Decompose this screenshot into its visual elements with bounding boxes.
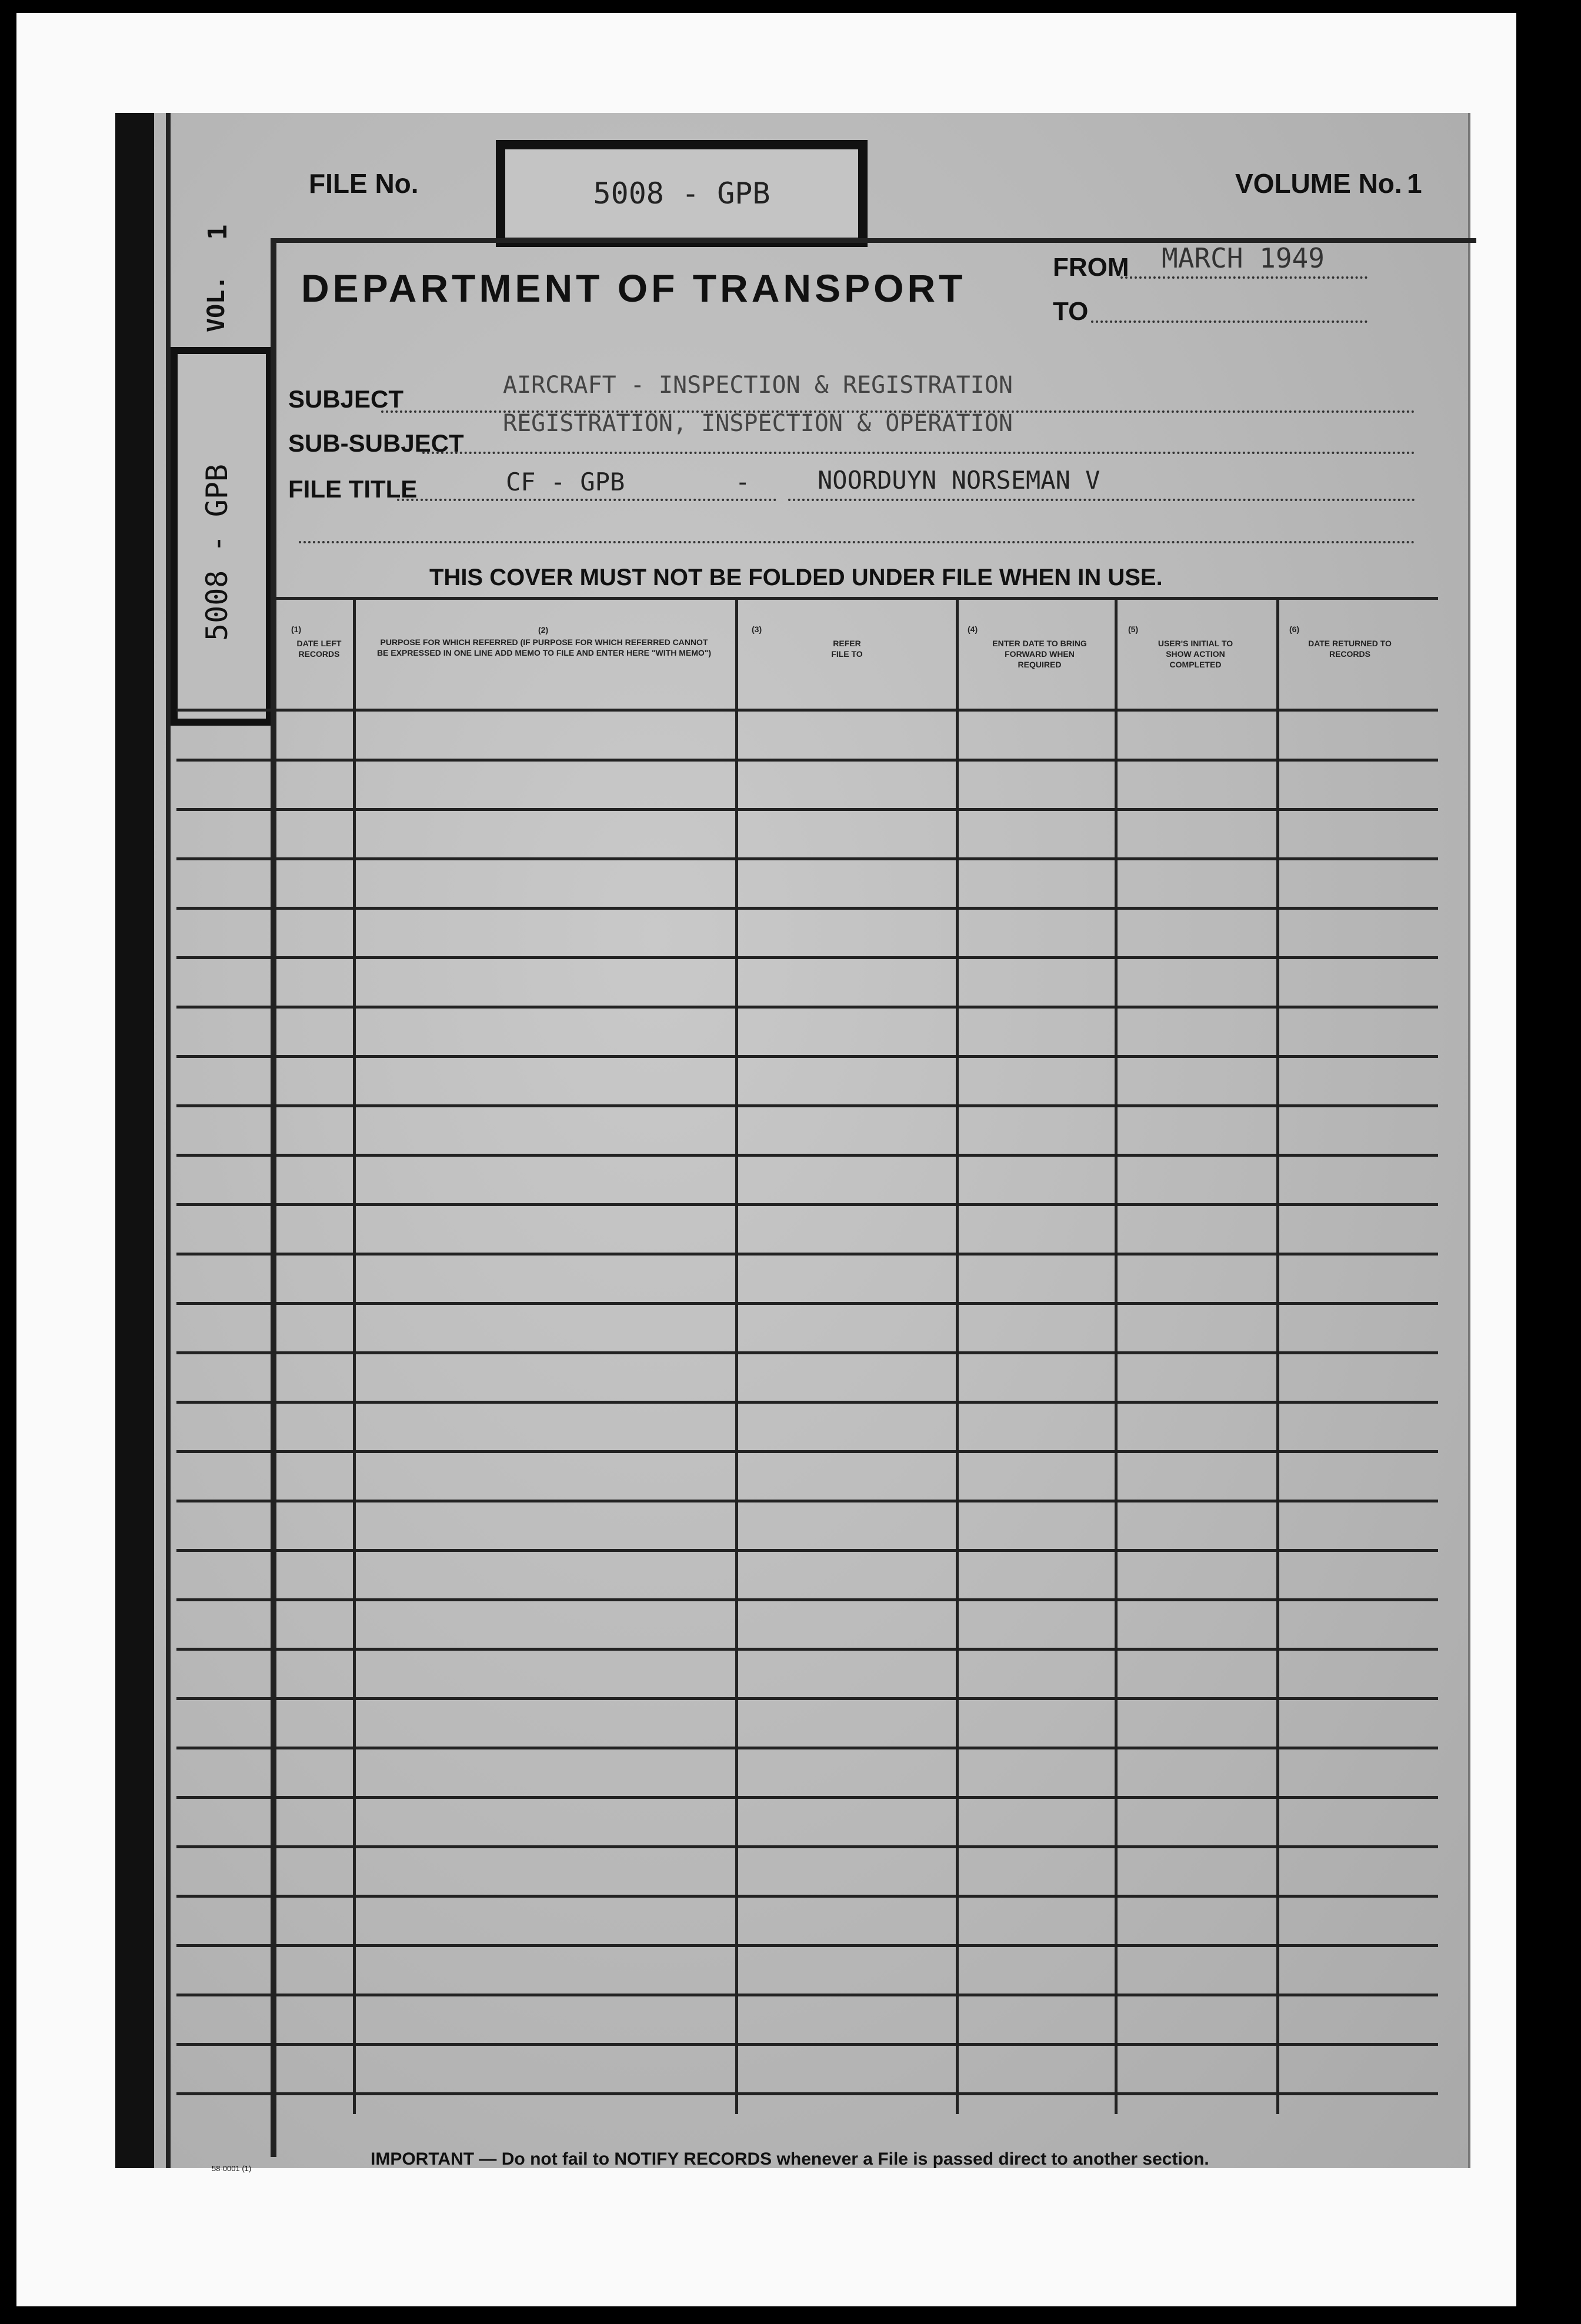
table-row-rule <box>176 1845 1438 1848</box>
important-note: IMPORTANT — Do not fail to NOTIFY RECORDS whenever a File is passed direct to another section. <box>371 2149 1209 2169</box>
col-2-header: PURPOSE FOR WHICH REFERRED (IF PURPOSE FOR WHICH REFERRED CANNOT BE EXPRESSED IN ONE LINE ADD MEMO TO FILE AND ENTER HERE "WITH MEMO") <box>376 637 712 657</box>
table-row-rule <box>176 2092 1438 2095</box>
to-line <box>1091 320 1367 323</box>
file-title-dash: - <box>735 468 751 496</box>
table-row-rule <box>176 1302 1438 1305</box>
col-6-number: (6) <box>1289 625 1300 634</box>
table-row-rule <box>176 759 1438 762</box>
subsubject-label: SUB-SUBJECT <box>288 429 464 457</box>
table-row-rule <box>176 1500 1438 1502</box>
volume-no-label: VOLUME No. <box>1235 168 1402 199</box>
col-1-number: (1) <box>291 625 302 634</box>
file-title-line-left <box>397 499 776 501</box>
file-title-registration: CF - GPB <box>506 468 625 496</box>
col-4-number: (4) <box>968 625 978 634</box>
table-row-rule <box>176 1648 1438 1651</box>
col-1-header: DATE LEFT RECORDS <box>296 639 342 659</box>
from-label: FROM <box>1053 253 1129 282</box>
table-row-rule <box>176 907 1438 910</box>
fold-warning: THIS COVER MUST NOT BE FOLDED UNDER FILE WHEN IN USE. <box>429 565 1163 590</box>
col-3-header: REFER FILE TO <box>831 639 863 659</box>
subsubject-line <box>422 452 1415 454</box>
table-column-rule-1 <box>353 597 356 2114</box>
from-value: MARCH 1949 <box>1162 242 1325 274</box>
file-title-label: FILE TITLE <box>288 475 418 503</box>
table-row-rule <box>176 2043 1438 2046</box>
table-row-rule <box>176 1796 1438 1799</box>
table-row-rule <box>176 1055 1438 1058</box>
volume-no-value: 1 <box>1407 168 1422 199</box>
spine-file-number: 5008 - GPB <box>200 463 234 641</box>
spine-line <box>166 113 171 2168</box>
table-row-rule <box>176 1154 1438 1157</box>
table-row-rule <box>176 1598 1438 1601</box>
table-column-rule-3 <box>956 597 959 2114</box>
table-column-rule-4 <box>1115 597 1118 2114</box>
table-row-rule <box>176 1944 1438 1947</box>
file-no-value: 5008 - GPB <box>593 176 771 211</box>
file-no-label: FILE No. <box>309 168 419 199</box>
table-row-rule <box>176 1994 1438 1996</box>
col-6-header: DATE RETURNED TO RECORDS <box>1308 639 1392 659</box>
table-row-rule <box>176 1450 1438 1453</box>
table-row-rule <box>176 1104 1438 1107</box>
from-line <box>1120 276 1367 279</box>
table-row-rule <box>176 1401 1438 1404</box>
table-row-rule <box>176 1697 1438 1700</box>
table-header-top-rule <box>276 597 1438 600</box>
col-4-header: ENTER DATE TO BRING FORWARD WHEN REQUIRED <box>992 639 1087 669</box>
subject-label: SUBJECT <box>288 385 404 413</box>
table-row-rule <box>176 1253 1438 1256</box>
department-title: DEPARTMENT OF TRANSPORT <box>301 266 966 310</box>
table-row-rule <box>176 1351 1438 1354</box>
col-5-header: USER'S INITIAL TO SHOW ACTION COMPLETED <box>1158 639 1233 669</box>
table-header-bottom-rule <box>176 709 1438 712</box>
subsubject-value: REGISTRATION, INSPECTION & OPERATION <box>503 410 1013 437</box>
table-row-rule <box>176 808 1438 811</box>
table-row-rule <box>176 857 1438 860</box>
file-no-box <box>496 140 868 247</box>
table-column-rule-2 <box>735 597 738 2114</box>
col-5-number: (5) <box>1128 625 1139 634</box>
form-frame <box>271 238 1476 2157</box>
col-3-number: (3) <box>752 625 762 634</box>
to-label: TO <box>1053 297 1089 326</box>
table-row-rule <box>176 1203 1438 1206</box>
table-row-rule <box>176 1895 1438 1898</box>
table-row-rule <box>176 1747 1438 1749</box>
table-row-rule <box>176 1006 1438 1009</box>
table-row-rule <box>176 956 1438 959</box>
table-row-rule <box>176 1549 1438 1552</box>
subject-value: AIRCRAFT - INSPECTION & REGISTRATION <box>503 372 1013 399</box>
spine-vol-label: VOL. <box>203 275 230 332</box>
file-title-line-right <box>788 499 1415 501</box>
spine-edge <box>115 113 154 2168</box>
file-title-aircraft: NOORDUYN NORSEMAN V <box>818 466 1100 495</box>
table-column-rule-5 <box>1276 597 1279 2114</box>
col-2-number: (2) <box>538 625 549 635</box>
form-code: 58-0001 (1) <box>212 2164 252 2173</box>
file-title-extra-line <box>299 541 1415 543</box>
spine-vol-value: 1 <box>203 224 233 240</box>
